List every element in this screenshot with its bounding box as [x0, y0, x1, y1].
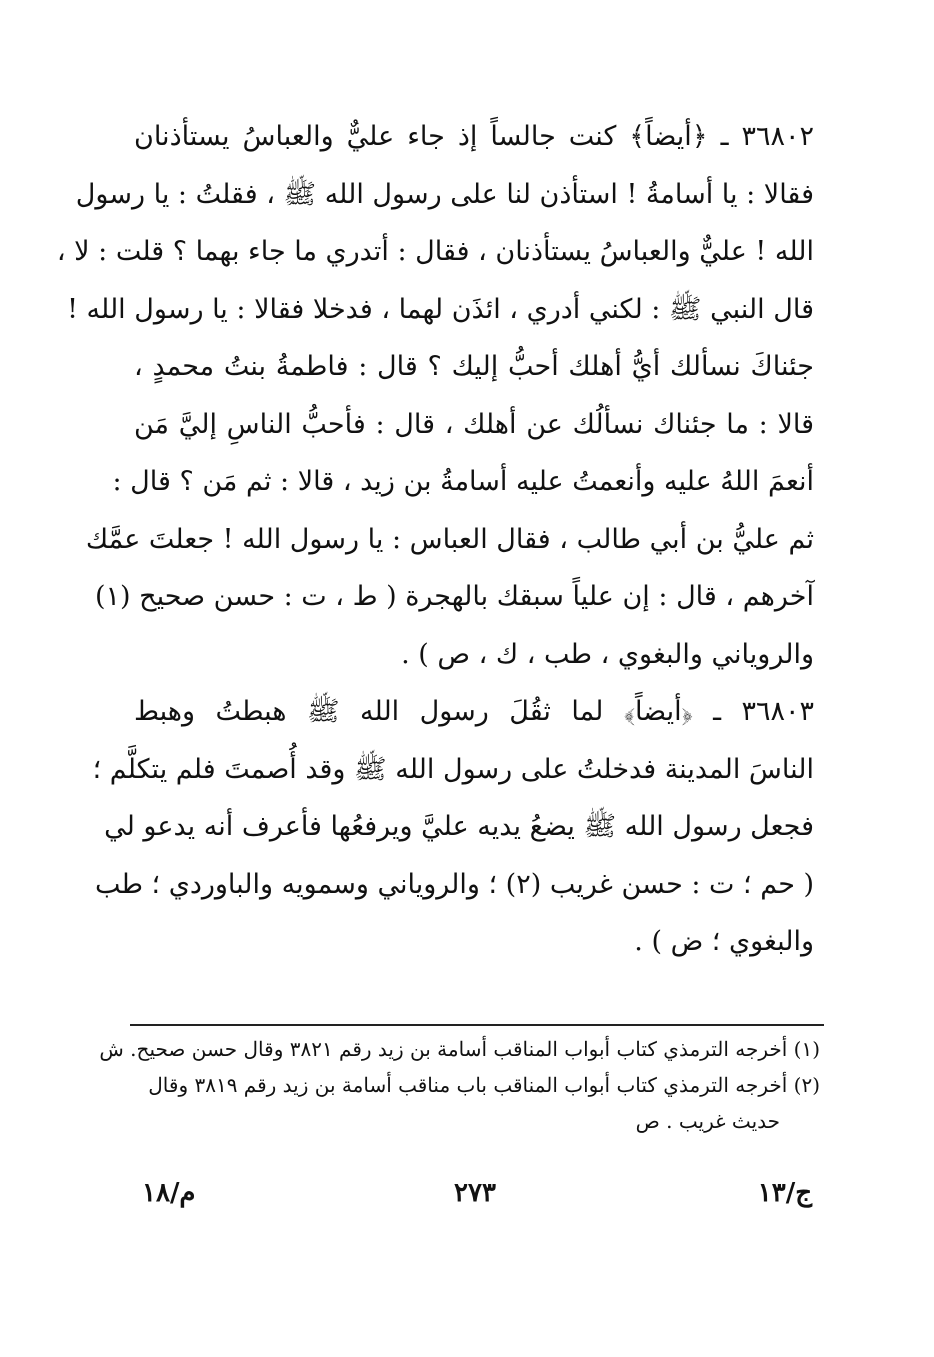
text-line: والبغوي ؛ ض ) .	[634, 926, 814, 957]
text-line: الله ! عليٌّ والعباسُ يستأذنان ، فقال : أتدري ما جاء بهما ؟ قلت : لا ،	[56, 236, 814, 267]
footnote-divider	[130, 1024, 824, 1026]
page-footer	[130, 1178, 820, 1218]
footnotes	[99, 1031, 820, 1139]
signature-mark: م/١٨	[142, 1178, 196, 1208]
text-line: الناسَ المدينة فدخلتُ على رسول الله ﷺ وقد أُصمتَ فلم يتكلَّم ؛	[92, 753, 814, 785]
footnote-2: (٢) أخرجه الترمذي كتاب أبواب المناقب باب مناقب أسامة بن زيد رقم ٣٨١٩ وقال	[148, 1073, 820, 1097]
page-number: ٢٧٣	[454, 1178, 496, 1208]
text-line: ( حم ؛ ت : حسن غريب (٢) ؛ والروياني وسمويه والباوردي ؛ طب	[94, 868, 814, 900]
footnote-2-continuation: حديث غريب . ص	[635, 1109, 780, 1133]
text-line: أنعمَ اللهُ عليه وأنعمتُ عليه أسامةُ بن زيد ، قالا : ثم مَن ؟ قال :	[112, 466, 814, 497]
text-line: فجعل رسول الله ﷺ يضعُ يديه عليَّ ويرفعُها فأعرف أنه يدعو لي	[104, 811, 814, 842]
hadith-36803	[92, 683, 814, 971]
footnote-1: (١) أخرجه الترمذي كتاب أبواب المناقب أسامة بن زيد رقم ٣٨٢١ وقال حسن صحيح. ش	[99, 1037, 820, 1061]
text-line: ٣٦٨٠٢ ـ ﴿أيضاً﴾ كنت جالساً إذ جاء عليٌّ والعباسُ يستأذنان	[134, 121, 814, 152]
text-line: والروياني والبغوي ، طب ، ك ، ص ) .	[401, 638, 814, 670]
volume-mark: ج/١٣	[757, 1178, 812, 1208]
main-text	[56, 108, 814, 971]
text-line: ٣٦٨٠٣ ـ ﴿أيضاً﴾ لما ثقُلَ رسول الله ﷺ هبطتُ وهبط	[134, 696, 814, 727]
text-line: جئناكَ نسألك أيُّ أهلك أحبُّ إليك ؟ قال : فاطمةُ بنتُ محمدٍ ،	[134, 351, 814, 382]
text-line: فقالا : يا أسامةُ ! استأذن لنا على رسول الله ﷺ ، فقلتُ : يا رسول	[75, 178, 814, 210]
hadith-36802	[56, 108, 814, 683]
text-line: قالا : ما جئناك نسألُك عن أهلك ، قال : فأحبُّ الناسِ إليَّ مَن	[134, 408, 814, 440]
text-line: قال النبي ﷺ : لكني أدري ، ائذَن لهما ، فدخلا فقالا : يا رسول الله !	[67, 293, 814, 325]
text-line: آخرهم ، قال : إن علياً سبقك بالهجرة ( ط ، ت : حسن صحيح (١)	[94, 581, 814, 612]
text-line: ثم عليُّ بن أبي طالب ، فقال العباس : يا رسول الله ! جعلتَ عمَّك	[85, 523, 814, 555]
